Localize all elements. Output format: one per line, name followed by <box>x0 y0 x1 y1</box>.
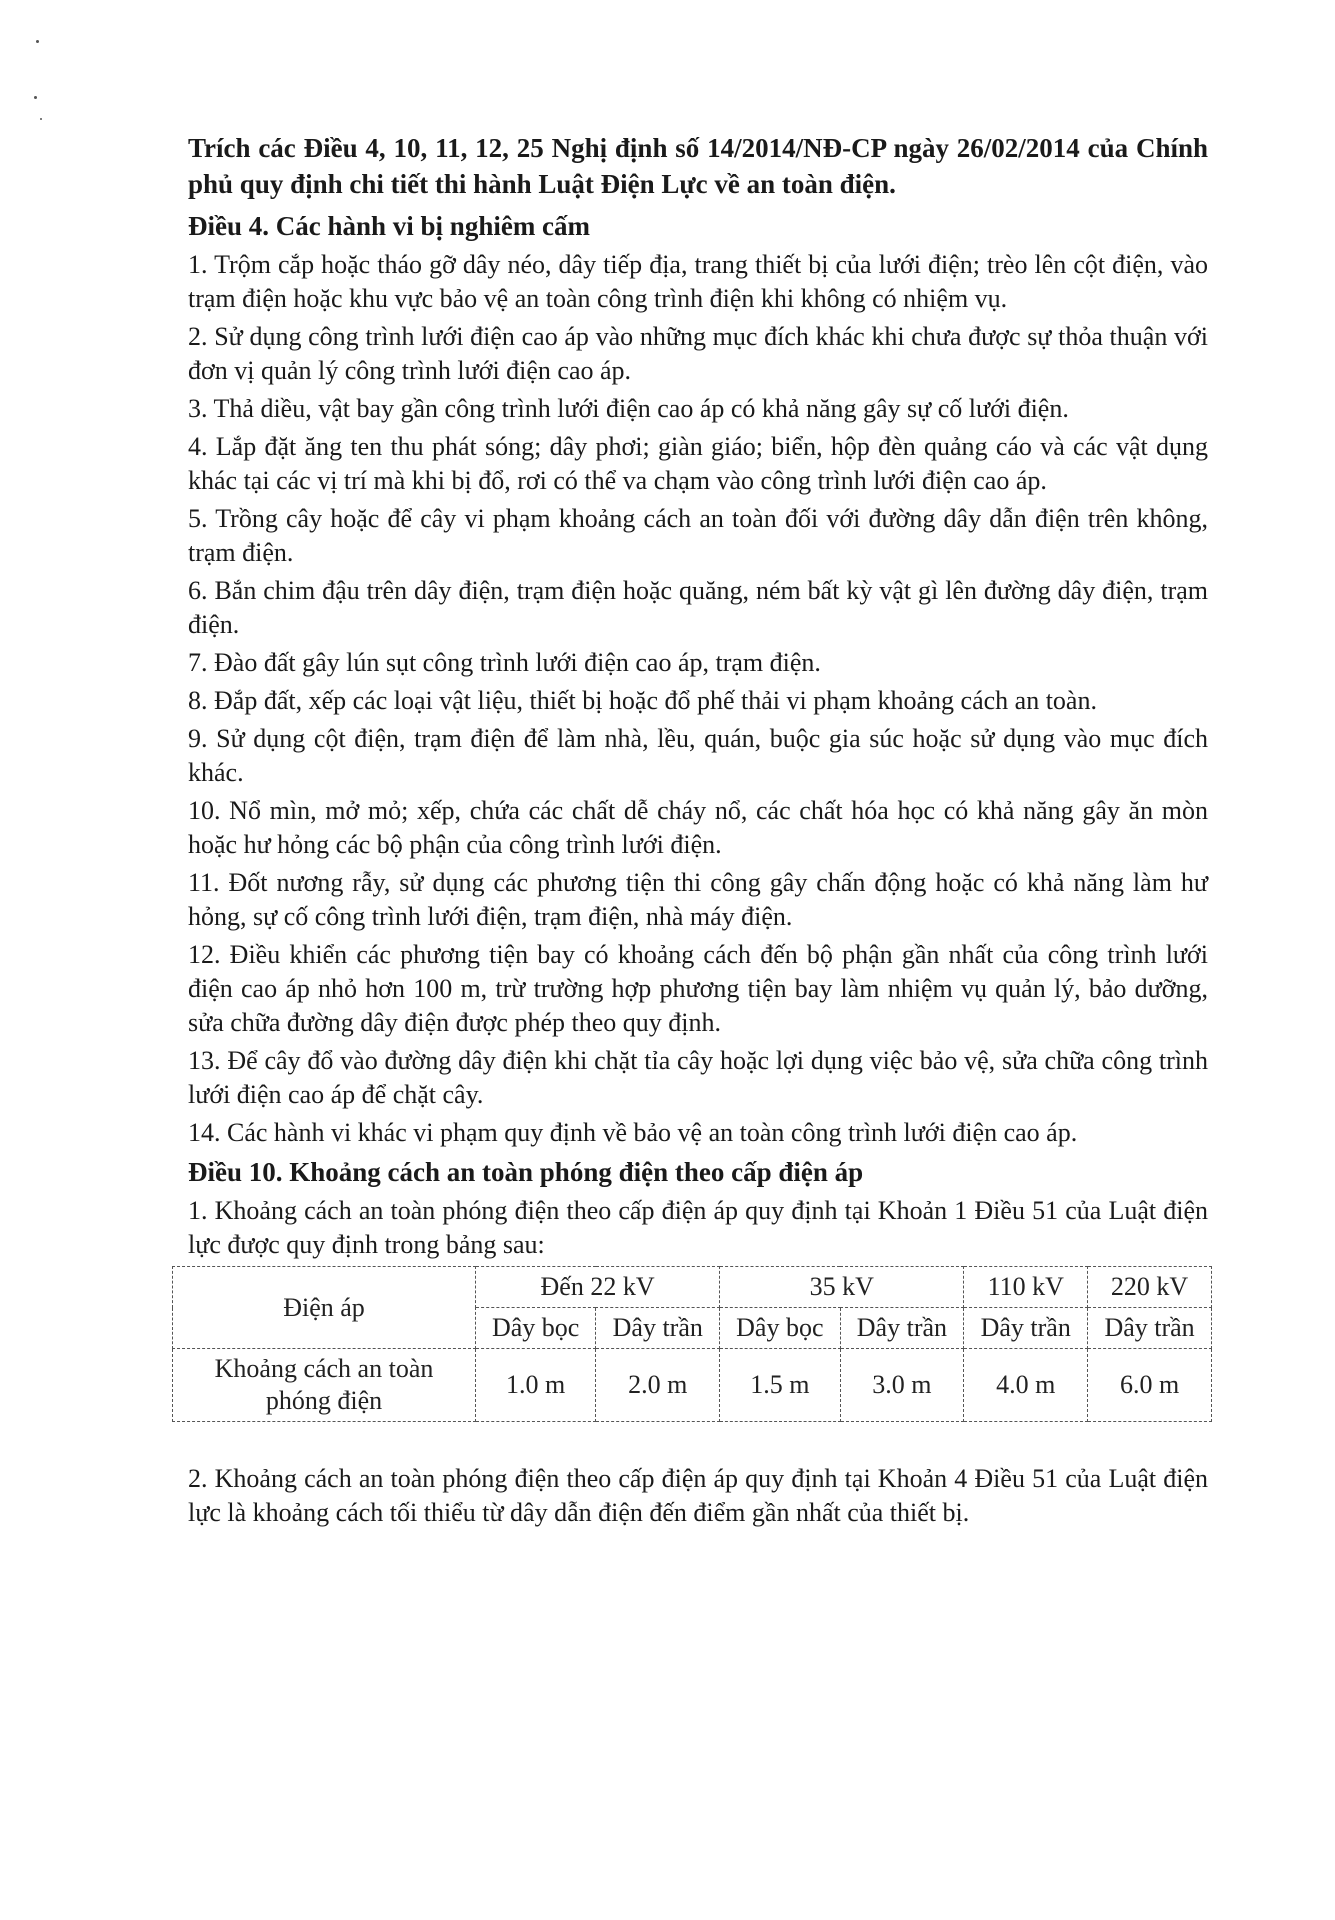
article-4-item: 3. Thả diều, vật bay gần công trình lưới điện cao áp có khả năng gây sự cố lưới điện. <box>188 394 1069 423</box>
article-4-item: 1. Trộm cắp hoặc tháo gỡ dây néo, dây tiếp địa, trang thiết bị của lưới điện; trèo lên cột điện, vào trạm điện hoặc khu vực bảo vệ an toàn công trình điện khi không có nhiệm vụ. <box>188 250 1208 313</box>
distance-value: 1.5 m <box>720 1349 840 1422</box>
article-4-heading: Điều 4. Các hành vi bị nghiêm cấm <box>188 211 591 241</box>
distance-row-header: Khoảng cách an toàn phóng điện <box>173 1349 476 1422</box>
article-4-item: 10. Nổ mìn, mở mỏ; xếp, chứa các chất dễ cháy nổ, các chất hóa học có khả năng gây ăn mòn hoặc hư hỏng các bộ phận của công trình lưới điện. <box>188 796 1208 859</box>
article-10-item-2: 2. Khoảng cách an toàn phóng điện theo cấp điện áp quy định tại Khoản 4 Điều 51 của Luật điện lực là khoảng cách tối thiểu từ dây dẫn điện đến điểm gần nhất của thiết bị. <box>188 1464 1208 1527</box>
article-4-item: 6. Bắn chim đậu trên dây điện, trạm điện hoặc quăng, ném bất kỳ vật gì lên đường dây điện, trạm điện. <box>188 576 1208 639</box>
article-4-item: 11. Đốt nương rẫy, sử dụng các phương tiện thi công gây chấn động hoặc có khả năng làm hư hỏng, sự cố công trình lưới điện, trạm điện, nhà máy điện. <box>188 868 1208 931</box>
safety-distance-table <box>172 1266 1212 1422</box>
article-4-item: 13. Để cây đổ vào đường dây điện khi chặt tỉa cây hoặc lợi dụng việc bảo vệ, sửa chữa công trình lưới điện cao áp để chặt cây. <box>188 1046 1208 1109</box>
scan-speck <box>36 40 39 43</box>
table-row <box>173 1349 1212 1422</box>
voltage-group-header: Đến 22 kV <box>476 1267 720 1308</box>
article-4-item: 9. Sử dụng cột điện, trạm điện để làm nhà, lều, quán, buộc gia súc hoặc sử dụng vào mục đích khác. <box>188 724 1208 787</box>
wire-type-header: Dây trần <box>964 1308 1088 1349</box>
article-4-item: 12. Điều khiển các phương tiện bay có khoảng cách đến bộ phận gần nhất của công trình lưới điện cao áp nhỏ hơn 100 m, trừ trường hợp phương tiện bay làm nhiệm vụ quản lý, bảo dưỡng, sửa chữa đường dây điện được phép theo quy định. <box>188 940 1208 1037</box>
article-4-item: 2. Sử dụng công trình lưới điện cao áp vào những mục đích khác khi chưa được sự thỏa thuận với đơn vị quản lý công trình lưới điện cao áp. <box>188 322 1208 385</box>
distance-value: 4.0 m <box>964 1349 1088 1422</box>
article-4-item: 4. Lắp đặt ăng ten thu phát sóng; dây phơi; giàn giáo; biển, hộp đèn quảng cáo và các vật dụng khác tại các vị trí mà khi bị đổ, rơi có thể va chạm vào công trình lưới điện cao áp. <box>188 432 1208 495</box>
distance-value: 1.0 m <box>476 1349 596 1422</box>
distance-value: 3.0 m <box>840 1349 964 1422</box>
voltage-row-header: Điện áp <box>173 1267 476 1349</box>
article-4-item: 5. Trồng cây hoặc để cây vi phạm khoảng cách an toàn đối với đường dây dẫn điện trên không, trạm điện. <box>188 504 1208 567</box>
distance-value: 2.0 m <box>596 1349 720 1422</box>
voltage-group-header: 35 kV <box>720 1267 964 1308</box>
wire-type-header: Dây trần <box>840 1308 964 1349</box>
article-10-heading: Điều 10. Khoảng cách an toàn phóng điện theo cấp điện áp <box>188 1157 864 1187</box>
article-4-item: 14. Các hành vi khác vi phạm quy định về bảo vệ an toàn công trình lưới điện cao áp. <box>188 1118 1078 1147</box>
table-row <box>173 1267 1212 1308</box>
scan-speck <box>34 96 37 99</box>
document-title: Trích các Điều 4, 10, 11, 12, 25 Nghị định số 14/2014/NĐ-CP ngày 26/02/2014 của Chính phủ quy định chi tiết thi hành Luật Điện Lực về an toàn điện. <box>188 133 1208 199</box>
wire-type-header: Dây trần <box>596 1308 720 1349</box>
wire-type-header: Dây bọc <box>720 1308 840 1349</box>
voltage-group-header: 220 kV <box>1088 1267 1212 1308</box>
document-body <box>188 130 1208 1534</box>
wire-type-header: Dây trần <box>1088 1308 1212 1349</box>
wire-type-header: Dây bọc <box>476 1308 596 1349</box>
article-4-item: 8. Đắp đất, xếp các loại vật liệu, thiết bị hoặc đổ phế thải vi phạm khoảng cách an toàn. <box>188 686 1097 715</box>
article-10-intro: 1. Khoảng cách an toàn phóng điện theo cấp điện áp quy định tại Khoản 1 Điều 51 của Luật điện lực được quy định trong bảng sau: <box>188 1196 1208 1259</box>
scan-speck <box>40 118 42 120</box>
distance-value: 6.0 m <box>1088 1349 1212 1422</box>
voltage-group-header: 110 kV <box>964 1267 1088 1308</box>
article-4-item: 7. Đào đất gây lún sụt công trình lưới điện cao áp, trạm điện. <box>188 648 821 677</box>
